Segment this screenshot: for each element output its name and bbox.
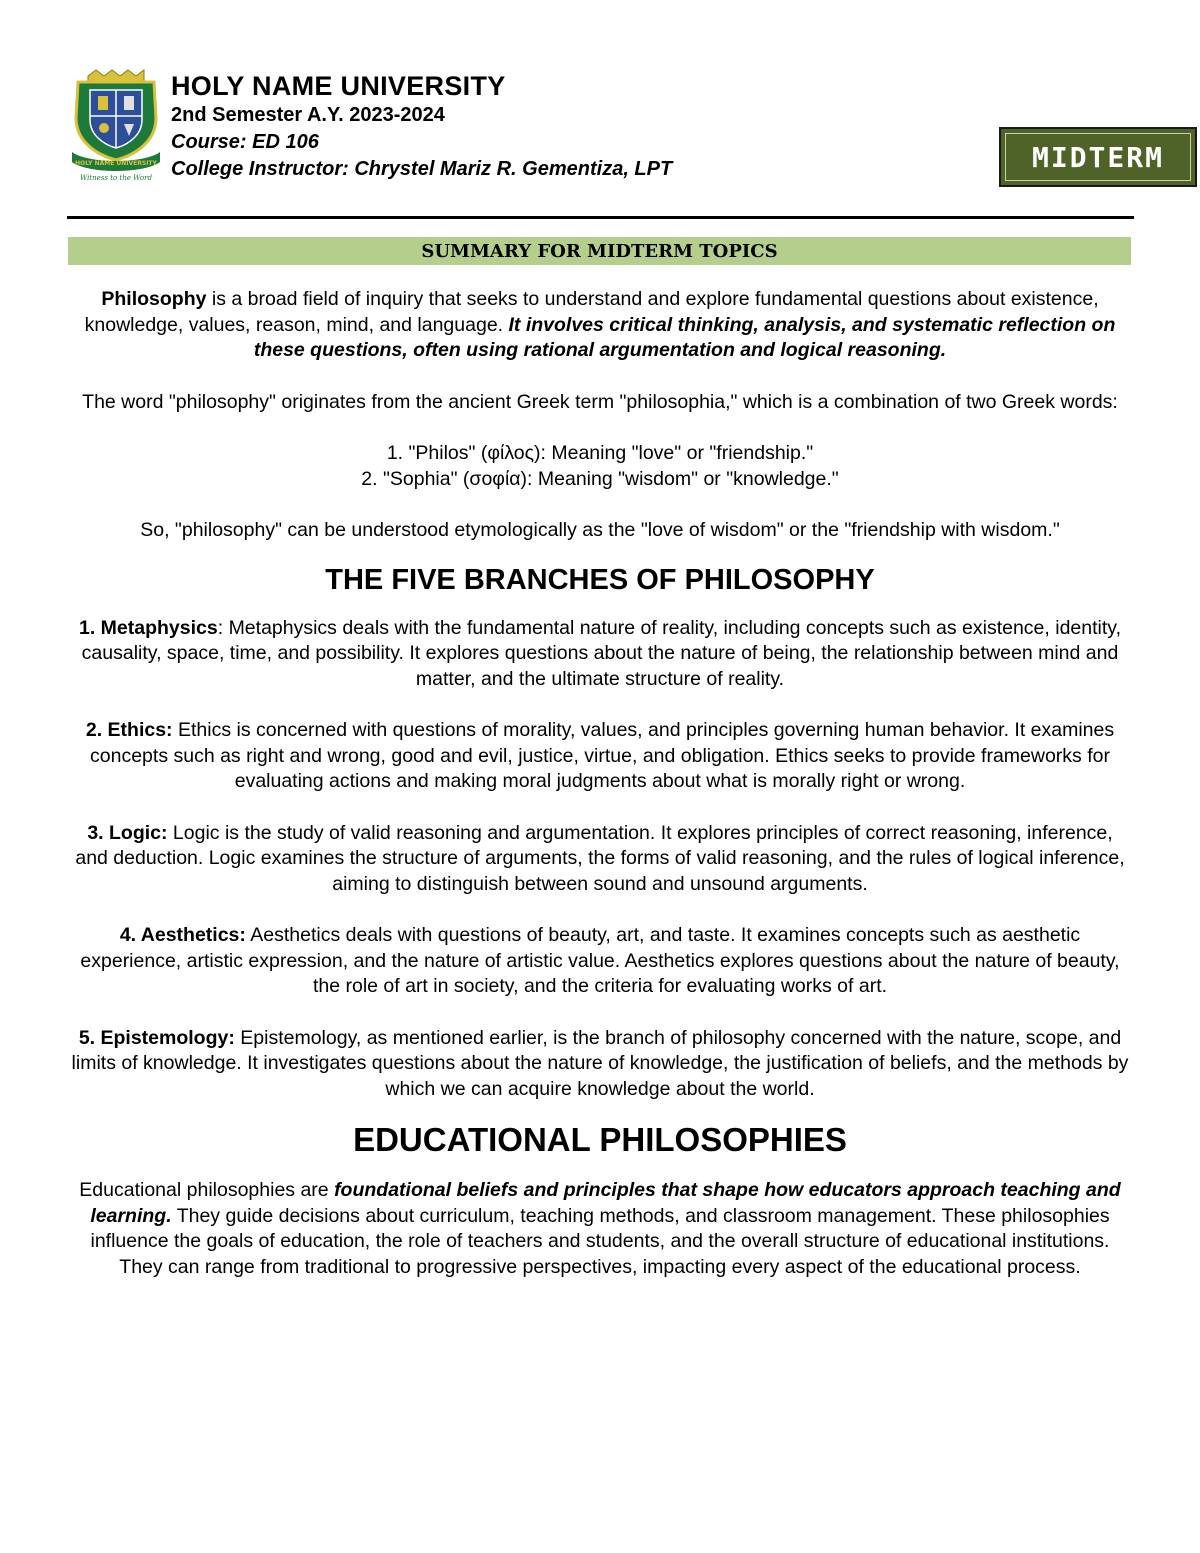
svg-text:HOLY NAME UNIVERSITY: HOLY NAME UNIVERSITY [75, 160, 157, 167]
branch-item [70, 923, 1130, 1000]
branch-label: 4. Aesthetics: [119, 924, 246, 946]
branch-item [70, 718, 1130, 795]
header-divider [67, 216, 1134, 219]
midterm-badge-label: MIDTERM [1005, 133, 1191, 181]
document-body [70, 287, 1130, 1280]
etymology-paragraph: So, "philosophy" can be understood etymologically as the "love of wisdom" or the "friendship with wisdom." [140, 519, 1060, 541]
branches-heading: THE FIVE BRANCHES OF PHILOSOPHY [325, 563, 875, 596]
branch-item: 1. Metaphysics: Metaphysics deals with the fundamental nature of reality, including concepts such as existence, identity, causality, space, time, and possibility. It explores questions about the nature of being, the relationship between mind and matter, and the ultimate structure of reality. [78, 616, 1121, 690]
branch-text: Aesthetics deals with questions of beauty, art, and taste. It examines concepts such as aesthetic experience, artistic expression, and the nature of artistic value. Aesthetics explores questions about the nature of beauty, the role of art in society, and the criteria for evaluating works of art. [80, 924, 1120, 997]
branch-label: 1. Metaphysics [78, 616, 218, 639]
branch-item [70, 1026, 1130, 1103]
edu-heading: EDUCATIONAL PHILOSOPHIES [353, 1121, 847, 1158]
origin-paragraph: The word "philosophy" originates from the ancient Greek term "philosophia," which is a combination of two Greek words: [82, 390, 1118, 413]
intro-text: is a broad field of inquiry that seeks to understand and explore fundamental questions about existence, knowledge, values, reason, mind, and language. [84, 288, 1099, 336]
intro-emphasis: It involves critical thinking, analysis, and systematic reflection on these questions, often using rational argumentation and logical reasoning. [253, 313, 1116, 361]
greek-word-1: 1. "Philos" (φίλος): Meaning "love" or "friendship." [386, 442, 814, 464]
instructor-line: College Instructor: Chrystel Mariz R. Gementiza, LPT [171, 158, 673, 180]
summary-banner: SUMMARY FOR MIDTERM TOPICS [68, 237, 1131, 265]
svg-text:Witness to the Word: Witness to the Word [80, 174, 152, 182]
branch-text: Logic is the study of valid reasoning and argumentation. It explores principles of correct reasoning, inference, and deduction. Logic examines the structure of arguments, the forms of valid reasoning, and the rules of logical inference, aiming to distinguish between sound and unsound arguments. [75, 821, 1125, 895]
edu-paragraph: Educational philosophies are foundational beliefs and principles that shape how educators approach teaching and learning. They guide decisions about curriculum, teaching methods, and classroom management. These philosophies influence the goals of education, the role of teachers and students, and the overall structure of educational institutions. They can range from traditional to progressive perspectives, impacting every aspect of the educational process. [79, 1179, 1121, 1278]
branch-item [70, 821, 1130, 898]
branch-text: Epistemology, as mentioned earlier, is the branch of philosophy concerned with the nature, scope, and limits of knowledge. It investigates questions about the nature of knowledge, the justification of beliefs, and the methods by which we can acquire knowledge about the world. [71, 1026, 1129, 1100]
branch-label: 5. Epistemology: [78, 1026, 235, 1049]
midterm-badge [999, 127, 1197, 187]
university-seal-logo [68, 68, 164, 184]
intro-paragraph [70, 287, 1130, 364]
greek-word-2: 2. "Sophia" (σοφία): Meaning "wisdom" or "knowledge." [361, 467, 839, 490]
branch-text: Ethics is concerned with questions of morality, values, and principles governing human behavior. It examines concepts such as right and wrong, good and evil, justice, virtue, and obligation. Ethics seeks to provide frameworks for evaluating actions and making moral judgments about what is morally right or wrong. [90, 719, 1115, 792]
branch-label: 3. Logic: [87, 821, 168, 844]
semester-line: 2nd Semester A.Y. 2023-2024 [171, 104, 445, 126]
header-text-block [171, 70, 672, 183]
branch-text: Metaphysics deals with the fundamental nature of reality, including concepts such as existence, identity, causality, space, time, and possibility. It explores questions about the nature of being, the relationship between mind and matter, and the ultimate structure of reality. [81, 616, 1121, 690]
branch-label: 2. Ethics: [85, 719, 173, 741]
philosophy-term: Philosophy [101, 288, 207, 310]
university-name: HOLY NAME UNIVERSITY [171, 71, 506, 101]
edu-emphasis: foundational beliefs and principles that shape how educators approach teaching and learning. [90, 1179, 1121, 1227]
course-line: Course: ED 106 [171, 131, 319, 153]
